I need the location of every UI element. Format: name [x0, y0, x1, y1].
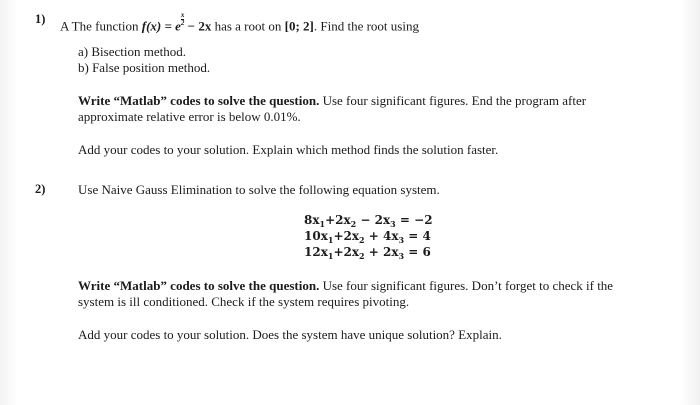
q2-add-line: Add your codes to your solution. Does the system have unique solution? Explain.	[78, 327, 502, 342]
q2-instr-rest: Use four significant figures. Don’t forget to check if the	[319, 278, 614, 293]
q1-stem-prefix: A The function	[60, 18, 139, 34]
q1-instr-rest: Use four significant figures. End the program after	[319, 93, 587, 108]
q1-stem-suffix: has a root on	[214, 18, 282, 34]
q1-stem	[60, 12, 419, 33]
q1-exponent	[181, 12, 185, 27]
q1-exponent-den: 2	[180, 19, 185, 27]
q1-part-a: a) Bisection method.	[78, 44, 186, 59]
equation-2: $10x_1+2x_2 + 4x_3 = 4$	[304, 229, 431, 245]
q2-number: 2)	[35, 182, 46, 196]
q2-stem: Use Naive Gauss Elimination to solve the following equation system.	[78, 182, 440, 197]
q1-instr-line2: approximate relative error is below 0.01%.	[78, 109, 301, 124]
q1-instructions	[78, 93, 586, 108]
equation-1: $8x_1+2x_2 - 2x_3 = -2$	[304, 213, 433, 229]
q1-number: 1)	[35, 12, 46, 26]
equation-3: $12x_1+2x_2 + 2x_3 = 6$	[304, 245, 431, 261]
q2-instr-bold: Write “Matlab” codes to solve the question.	[78, 278, 320, 293]
q1-function-lhs: f(x) = e	[141, 18, 181, 34]
q2-instructions	[78, 278, 613, 293]
q1-instr-bold: Write “Matlab” codes to solve the question.	[78, 93, 320, 108]
q2-instr-line2: system is ill conditioned. Check if the system requires pivoting.	[78, 294, 410, 309]
q1-add-line: Add your codes to your solution. Explain which method finds the solution faster.	[78, 142, 499, 157]
q1-exponent-num: x	[180, 11, 185, 19]
q1-part-b: b) False position method.	[78, 60, 211, 75]
q1-function-rest: − 2x	[187, 18, 212, 34]
q1-stem-end: . Find the root using	[313, 18, 419, 34]
q1-interval: [0; 2]	[284, 18, 314, 34]
